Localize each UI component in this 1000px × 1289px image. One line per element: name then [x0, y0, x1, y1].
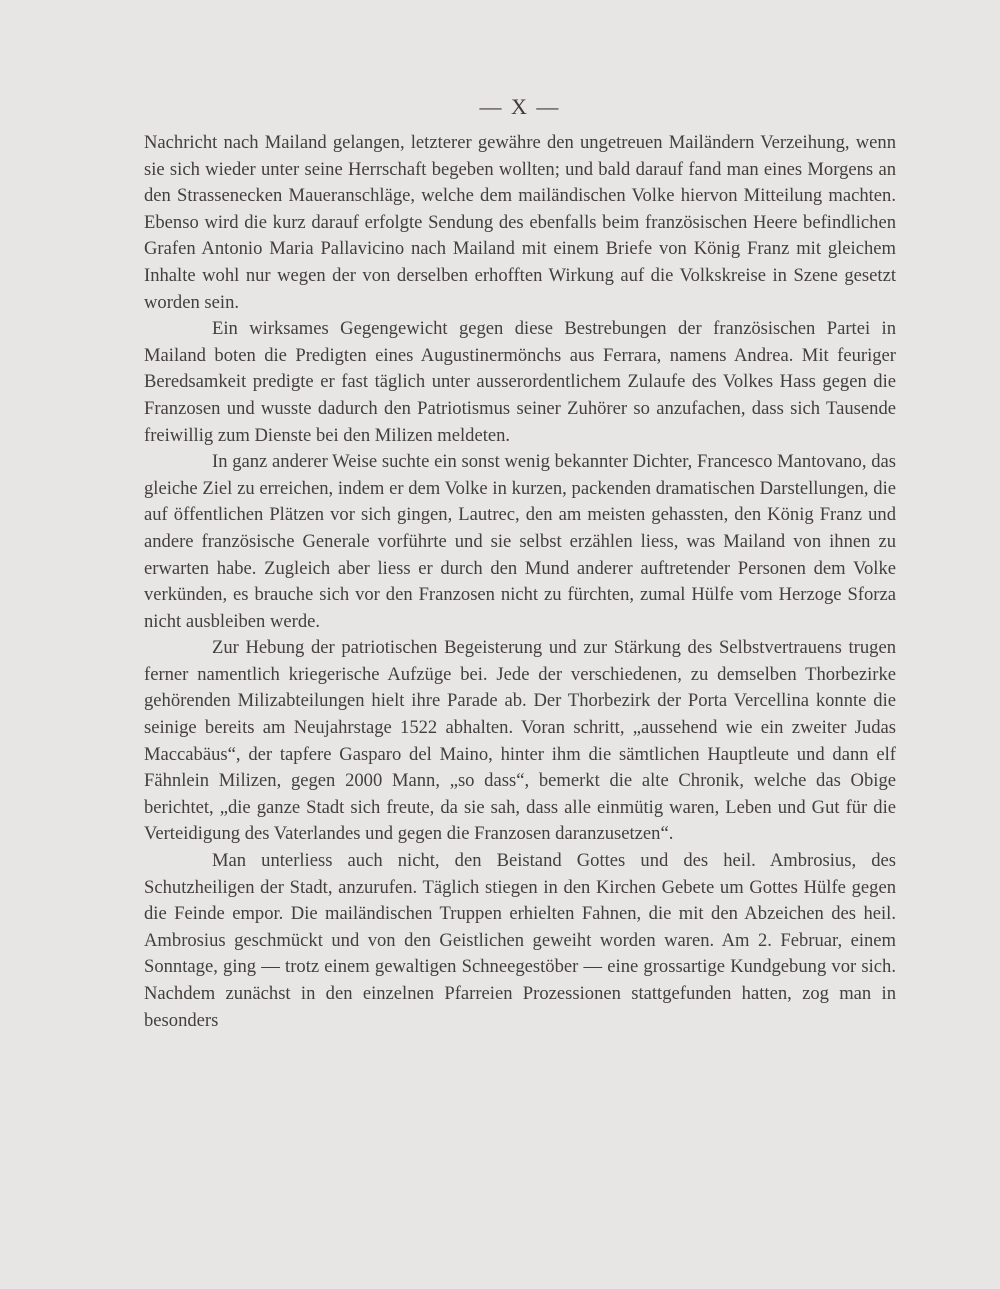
paragraph-4: Zur Hebung der patriotischen Begeisterung und zur Stärkung des Selbstvertrauens trugen ferner namentlich kriegerische Aufzüge bei. Jede der verschiedenen, zu demselben Thorbezirke gehörenden Milizabteilungen hielt ihre Parade ab. Der Thorbezirk der Porta Vercellina konnte die seinige bereits am Neujahrstage 1522 abhalten. Voran schritt, „aussehend wie ein zweiter Judas Maccabäus“, der tapfere Gasparo del Maino, hinter ihm die sämtlichen Hauptleute und dann elf Fähnlein Milizen, gegen 2000 Mann, „so dass“, bemerkt die alte Chronik, welche das Obige berichtet, „die ganze Stadt sich freute, da sie sah, dass alle einmütig waren, Leben und Gut für die Verteidigung des Vaterlandes und gegen die Franzosen daranzusetzen“. — [144, 637, 896, 845]
paragraph-2: Ein wirksames Gegengewicht gegen diese Bestrebungen der französischen Partei in Mailand boten die Predigten eines Augustinermönchs aus Ferrara, namens Andrea. Mit feuriger Beredsamkeit predigte er fast täglich unter ausserordentlichem Zulaufe des Volkes Hass gegen die Franzosen und wusste dadurch den Patriotismus seiner Zuhörer so anzufachen, dass sich Tausende freiwillig zum Dienste bei den Milizen meldeten. — [144, 318, 896, 446]
body-text — [144, 130, 896, 1034]
paragraph-3: In ganz anderer Weise suchte ein sonst wenig bekannter Dichter, Francesco Mantovano, das gleiche Ziel zu erreichen, indem er dem Volke in kurzen, packenden dramatischen Darstellungen, die auf öffentlichen Plätzen vor sich gingen, Lautrec, den am meisten gehassten, den König Franz und andere französische Generale vorführte und sie selbst erzählen liess, was Mailand von ihnen zu erwarten habe. Zugleich aber liess er durch den Mund anderer auftretender Personen dem Volke verkünden, es brauche sich vor den Franzosen nicht zu fürchten, zumal Hülfe vom Herzoge Sforza nicht ausbleiben werde. — [144, 451, 896, 632]
paragraph-1: Nachricht nach Mailand gelangen, letzterer gewähre den ungetreuen Mailändern Verzeihung, wenn sie sich wieder unter seine Herrschaft begeben wollten; und bald darauf fand man eines Morgens an den Strassenecken Maueranschläge, welche dem mailändischen Volke hiervon Mitteilung machten. Ebenso wird die kurz darauf erfolgte Sendung des ebenfalls beim französischen Heere befindlichen Grafen Antonio Maria Pallavicino nach Mailand mit einem Briefe von König Franz mit gleichem Inhalte wohl nur wegen der von derselben erhofften Wirkung auf die Volkskreise in Szene gesetzt worden sein. — [144, 132, 896, 313]
page-number: — X — — [479, 94, 561, 119]
paragraph-5: Man unterliess auch nicht, den Beistand Gottes und des heil. Ambrosius, des Schutzheiligen der Stadt, anzurufen. Täglich stiegen in den Kirchen Gebete um Gottes Hülfe gegen die Feinde empor. Die mailändischen Truppen erhielten Fahnen, die mit den Abzeichen des heil. Ambrosius geschmückt und von den Geistlichen geweiht worden waren. Am 2. Februar, einem Sonntage, ging — trotz einem gewaltigen Schneegestöber — eine grossartige Kundgebung vor sich. Nachdem zunächst in den einzelnen Pfarreien Prozessionen stattgefunden hatten, zog man in besonders — [144, 850, 896, 1031]
